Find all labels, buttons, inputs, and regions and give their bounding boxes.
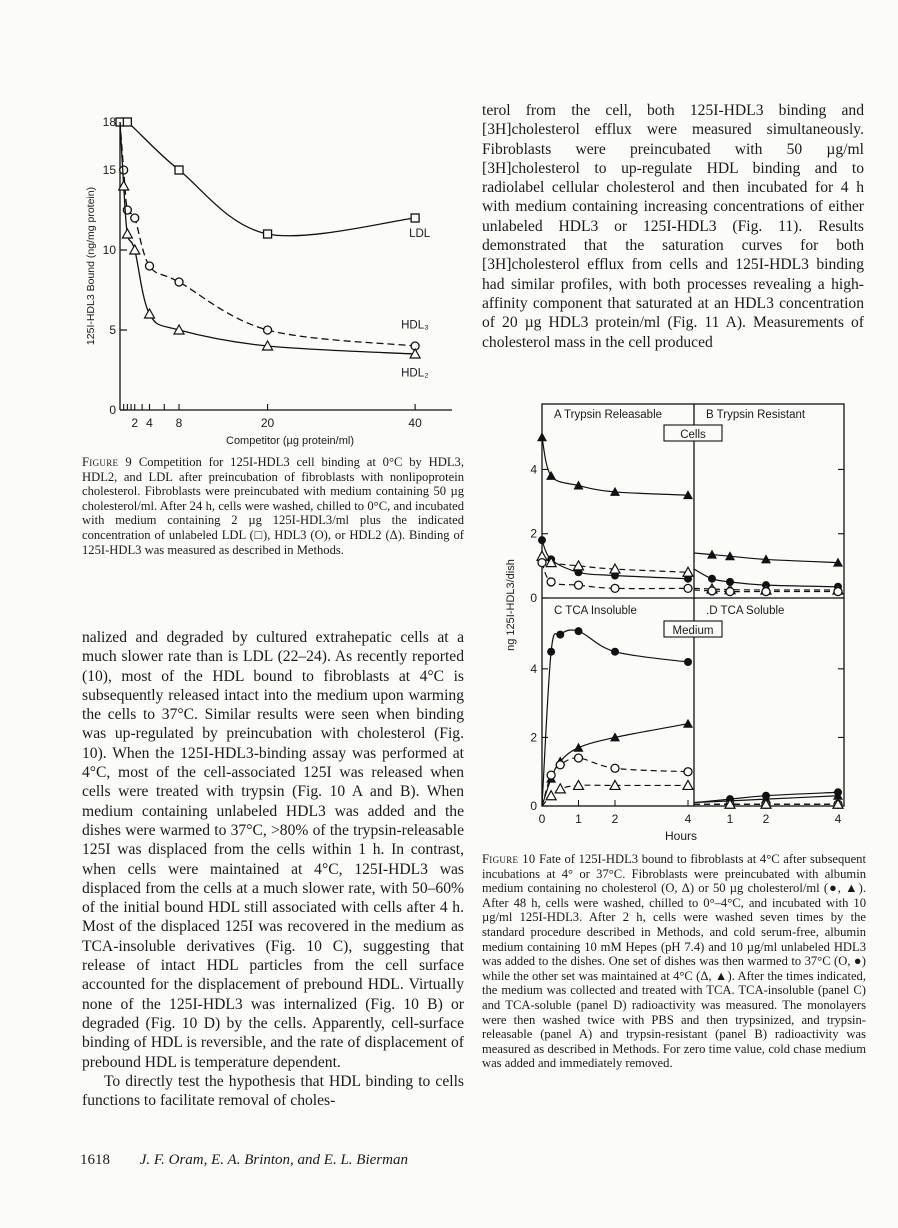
legend-hdl2: HDL₂ — [401, 367, 429, 380]
panel-a-point-open-circle — [684, 584, 692, 592]
page-number: 1618 — [80, 1152, 110, 1168]
panel-c-title: C TCA Insoluble — [554, 605, 637, 617]
figure-10-caption — [482, 852, 866, 1071]
x-tick-label: 2 — [131, 416, 139, 430]
point-hdl3 — [146, 262, 154, 270]
point-hdl3 — [264, 326, 272, 334]
x-tick-label: 4 — [146, 416, 153, 430]
right-paragraph: terol from the cell, both 125I-HDL3 binding and [3H]cholesterol efflux were measured simultaneously. Fibroblasts were preincubated with 50 µg/ml [3H]cholesterol to up-regulate HDL binding and to radiolabel cellular cholesterol and then incubated for 4 h with medium containing increasing concentrations of either unlabeled HDL3 or 125I-HDL3 (Fig. 11). Results demonstrated that the saturation curves for both [3H]cholesterol efflux from cells and 125I-HDL3 binding had similar profiles, with both processes revealing a high-affinity component that saturated at an HDL3 concentration of 20 µg HDL3 protein/ml (Fig. 11 A). Measurements of cholesterol mass in the cell produced — [482, 102, 864, 351]
x-tick-label: 1 — [575, 812, 582, 826]
x-tick-label: 2 — [762, 812, 770, 826]
panel-c-point-filled-triangle — [683, 719, 693, 728]
panel-a-point-open-circle — [611, 584, 619, 592]
y-tick-label-bottom: 4 — [530, 661, 537, 676]
panel-c-point-filled-circle — [556, 631, 564, 639]
panel-c-point-filled-triangle — [574, 743, 584, 752]
panel-b-point-open-circle — [726, 588, 734, 596]
panel-a-point-filled-triangle — [537, 432, 547, 441]
legend-ldl: LDL — [409, 228, 431, 241]
page-footer — [80, 1152, 408, 1169]
x-tick-label: 20 — [260, 416, 275, 430]
left-paragraph-1: nalized and degraded by cultured extrahepatic cells at a much slower rate than is LDL (22–24). As recently reported (10), most of the HDL bound to fibroblasts at 4°C is subsequently released intact into the medium upon warming the cells to 37°C. Similar results were seen when binding was up-regulated by preincubation with cholesterol (Fig. 10). When the 125I-HDL3-binding assay was performed at 4°C, most of the cell-associated 125I was released when cells were treated with trypsin (Fig. 10 A and B). When medium containing unlabeled HDL3 was added and the dishes were warmed to 37°C, >80% of the trypsin-releasable 125I was displaced from the cells within 1 h. In contrast, when cells were maintained at 4°C, 125I-HDL3 was displaced from the cells at a much slower rate, with 50–60% of the initial bound HDL still associated with cells after 4 h. Most of the displaced 125I was recovered in the medium as TCA-insoluble derivatives (Fig. 10 C), suggesting that release of intact HDL particles from the cell surface accounted for the displacement of prebound HDL. Virtually none of the 125I-HDL3 was internalized (Fig. 10 B) or degraded (Fig. 10 D) by the cells. Apparently, cell-surface binding of HDL is reversible, and the rate of displacement of prebound HDL is temperature dependent. — [82, 629, 464, 1071]
panel-c-point-filled-circle — [547, 648, 555, 656]
y-tick-label-top: 4 — [530, 462, 537, 477]
x-tick-label: 4 — [834, 812, 842, 826]
figure-9-caption-text: Competition for 125I-HDL3 cell binding at 0°C by HDL3, HDL2, and LDL after preincubation of fibroblasts with nonlipoprotein cholesterol. Fibroblasts were preincubated with medium containing 50 µg cholesterol/ml. After 24 h, cells were washed, chilled to 0°C, and incubated with medium containing 2 µg 125I-HDL3/ml plus the indicated concentration of unlabeled LDL (□), HDL3 (O), or HDL2 (Δ). Binding of 125I-HDL3 was measured as described in Methods. — [82, 455, 464, 557]
panel-a-box-label: Cells — [680, 429, 706, 441]
panel-c-point-open-triangle — [683, 780, 693, 789]
y-tick-label: 0 — [109, 403, 116, 417]
panel-b-point-filled-circle — [708, 575, 716, 583]
y-axis-label: ng 125I-HDL3/dish — [505, 559, 517, 651]
x-tick-label: 1 — [726, 812, 734, 826]
panel-b-point-open-circle — [708, 587, 716, 595]
panel-b-title: B Trypsin Resistant — [706, 409, 806, 421]
series-line-ldl — [120, 118, 415, 235]
panel-c-point-open-triangle — [555, 784, 565, 793]
point-ldl — [411, 214, 419, 222]
footer-authors: J. F. Oram, E. A. Brinton, and E. L. Bierman — [139, 1152, 408, 1168]
panel-c-point-open-circle — [556, 761, 564, 769]
figure-10-chart — [500, 396, 880, 844]
panel-a-title: A Trypsin Releasable — [554, 409, 663, 421]
panel-a-line-filled-triangle — [542, 437, 688, 495]
panel-c-box-label: Medium — [672, 625, 714, 637]
panel-b-point-open-circle — [834, 588, 842, 596]
panel-a-point-filled-triangle — [546, 471, 556, 480]
panel-c-point-open-circle — [547, 771, 555, 779]
point-hdl3 — [175, 278, 183, 286]
panel-a-point-open-circle — [575, 581, 583, 589]
x-axis-label: Hours — [664, 829, 698, 843]
x-tick-label: 0 — [538, 812, 546, 826]
y-tick-label: 10 — [102, 243, 116, 257]
point-hdl3 — [131, 214, 139, 222]
y-tick-label: 15 — [102, 163, 116, 177]
point-hdl2 — [122, 229, 132, 238]
panel-c-point-open-triangle — [546, 791, 556, 800]
point-hdl2 — [130, 245, 140, 254]
panel-c-point-open-circle — [684, 768, 692, 776]
panel-c-point-open-circle — [611, 764, 619, 772]
x-tick-label: 2 — [611, 812, 619, 826]
left-column-text — [82, 628, 464, 1110]
panel-b-point-open-circle — [762, 588, 770, 596]
figure-9-chart — [80, 112, 470, 452]
x-axis-label: Competitor (µg protein/ml) — [226, 435, 354, 447]
figure-10-caption-text: Fate of 125I-HDL3 bound to fibroblasts at 4°C after subsequent incubations at 4° or 37°C. Fibroblasts were preincubated with albumin medium containing no cholesterol (O, Δ) or 50 µg cholesterol/ml (●, ▲). After 48 h, cells were washed, chilled to 0°–4°C, and incubated with 10 µg/ml 125I-HDL3. After 2 h, cells were washed seven times by the standard procedure described in Methods, and cold serum-free, albumin medium containing 10 mM Hepes (pH 7.4) and 10 µg/ml unlabeled HDL3 was added to the dishes. One set of dishes was then warmed to 37°C (O, ●) while the other set was maintained at 4°C (Δ, ▲). After the times indicated, the medium was collected and treated with TCA. TCA-insoluble (panel C) and TCA-soluble (panel D) radioactivity was measured. The monolayers were then washed twice with PBS and then trypsinized, and trypsin-releasable (panel A) and trypsin-resistant (panel B) radioactivity was measured as described in Methods. For zero time value, cold chase medium was added and immediately removed. — [482, 852, 866, 1071]
panel-c-point-filled-circle — [611, 648, 619, 656]
panel-c-point-filled-circle — [684, 658, 692, 666]
figure-10-label: Figure 10 — [482, 852, 536, 866]
y-tick-label-top: 0 — [530, 591, 537, 605]
figure-9-label: Figure 9 — [82, 455, 133, 469]
x-tick-label: 40 — [408, 416, 422, 430]
panel-a-point-filled-circle — [538, 536, 546, 544]
x-tick-label: 4 — [684, 812, 692, 826]
y-axis-label: 125I-HDL3 Bound (ng/mg protein) — [85, 186, 97, 346]
figure-9-caption — [82, 455, 464, 557]
panel-a-point-open-circle — [538, 559, 546, 567]
y-tick-label-bottom: 0 — [530, 799, 537, 813]
y-tick-label-top: 2 — [530, 526, 537, 541]
panel-c-point-open-circle — [575, 754, 583, 762]
panel-c-point-open-triangle — [574, 780, 584, 789]
left-paragraph-2: To directly test the hypothesis that HDL binding to cells functions to facilitate removal of choles- — [82, 1072, 464, 1110]
y-tick-label: 18 — [102, 115, 116, 129]
point-hdl3 — [120, 166, 128, 174]
y-tick-label: 5 — [109, 323, 116, 337]
panel-a-point-open-circle — [547, 578, 555, 586]
point-ldl — [264, 230, 272, 238]
x-tick-label: 8 — [175, 416, 183, 430]
panel-c-point-filled-circle — [575, 627, 583, 635]
point-ldl — [175, 166, 183, 174]
legend-hdl3: HDL₃ — [401, 319, 429, 332]
point-ldl — [123, 118, 131, 126]
right-column-text — [482, 101, 864, 352]
y-tick-label-bottom: 2 — [530, 730, 537, 745]
point-hdl2 — [145, 309, 155, 318]
panel-d-title: .D TCA Soluble — [706, 605, 785, 617]
